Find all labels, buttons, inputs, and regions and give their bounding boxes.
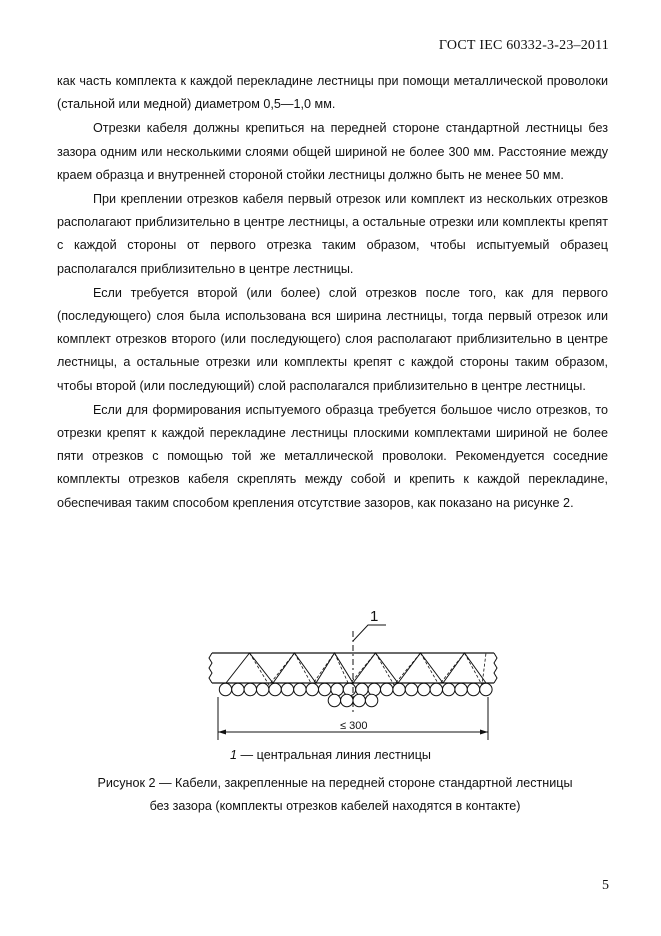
cable-section bbox=[331, 683, 343, 695]
figure-caption bbox=[95, 772, 575, 818]
break-mark-right bbox=[494, 653, 497, 683]
caption-line-2: без зазора (комплекты отрезков кабелей находятся в контакте) bbox=[149, 799, 521, 813]
cable-section bbox=[244, 683, 256, 695]
cable-section bbox=[393, 683, 405, 695]
cable-section bbox=[269, 683, 281, 695]
binding-wire-front bbox=[226, 653, 273, 683]
dimension-label: ≤ 300 bbox=[340, 720, 368, 732]
body-text bbox=[57, 70, 608, 516]
cable-section bbox=[467, 683, 479, 695]
key-number: 1 bbox=[230, 748, 238, 762]
figure-2-cable-diagram bbox=[208, 603, 498, 748]
cable-section bbox=[368, 683, 380, 695]
cable-row bbox=[219, 683, 492, 706]
cable-section-second-layer bbox=[341, 694, 353, 706]
binding-wire-front bbox=[443, 653, 486, 683]
cable-section bbox=[319, 683, 331, 695]
key-text: — центральная линия лестницы bbox=[237, 748, 431, 762]
paragraph: как часть комплекта к каждой перекладине лестницы при помощи металлической проволоки (стальной или медной) диаметром 0,5—1,0 мм. bbox=[57, 74, 608, 112]
cable-section bbox=[480, 683, 492, 695]
cable-section-second-layer bbox=[365, 694, 377, 706]
paragraph: Если требуется второй (или более) слой отрезков после того, как для первого (последующего) слоя была использована вся ширина лестницы, тогда первый отрезок или комплект отрезков второго (или последующего) слоя располагают приблизительно в центре лестницы, а остальные отрезки или комплекты крепят с каждой стороны таким образом, чтобы второй (или последующий) слой располагался приблизительно в центре лестницы. bbox=[57, 285, 608, 393]
binding-wire-front bbox=[316, 653, 353, 683]
break-mark-left bbox=[209, 653, 212, 683]
cable-section bbox=[430, 683, 442, 695]
binding-wire-back bbox=[421, 653, 465, 685]
cable-section-second-layer bbox=[353, 694, 365, 706]
binding-wire-back bbox=[376, 653, 421, 685]
cable-section bbox=[455, 683, 467, 695]
cable-section-second-layer bbox=[328, 694, 340, 706]
cable-section bbox=[343, 683, 355, 695]
callout-leader bbox=[353, 625, 386, 641]
cable-ladder-diagram bbox=[208, 603, 498, 743]
page-header-standard: ГОСТ IEC 60332-3-23–2011 bbox=[438, 38, 609, 53]
cable-section bbox=[356, 683, 368, 695]
binding-wires bbox=[226, 653, 486, 685]
cable-section bbox=[257, 683, 269, 695]
page-number: 5 bbox=[602, 878, 609, 893]
callout-label: 1 bbox=[370, 608, 379, 625]
caption-line-1: Рисунок 2 — Кабели, закрепленные на передней стороне стандартной лестницы bbox=[97, 776, 573, 790]
cable-section bbox=[418, 683, 430, 695]
cable-section bbox=[232, 683, 244, 695]
cable-section bbox=[219, 683, 231, 695]
dimension-arrow-left bbox=[218, 730, 226, 735]
cable-section bbox=[443, 683, 455, 695]
cable-section bbox=[405, 683, 417, 695]
binding-wire-front bbox=[273, 653, 316, 683]
binding-wire-back bbox=[250, 653, 295, 685]
dimension-arrow-right bbox=[480, 730, 488, 735]
paragraph: При креплении отрезков кабеля первый отрезок или комплект из нескольких отрезков располагают приблизительно в центре лестницы, а остальные отрезки или комплекты крепят с каждой стороны от первого отрезка таким образом, чтобы испытуемый образец располагался приблизительно в центре лестницы. bbox=[57, 192, 608, 276]
cable-section bbox=[381, 683, 393, 695]
cable-section bbox=[281, 683, 293, 695]
binding-wire-front bbox=[398, 653, 443, 683]
paragraph: Отрезки кабеля должны крепиться на передней стороне стандартной лестницы без зазора одним или несколькими слоями общей шириной не более 300 мм. Расстояние между краем образца и внутренней стороной стойки лестницы должно быть не менее 50 мм. bbox=[57, 121, 608, 182]
cable-section bbox=[294, 683, 306, 695]
figure-key bbox=[0, 748, 661, 762]
binding-wire-front bbox=[353, 653, 398, 683]
cable-section bbox=[306, 683, 318, 695]
paragraph: Если для формирования испытуемого образца требуется большое число отрезков, то отрезки крепят к каждой перекладине лестницы плоскими комплектами шириной не более пяти отрезков с помощью той же металлической проволоки. Рекомендуется соседние комплекты отрезков кабеля скреплять между собой и крепить к каждой перекладине, обеспечивая таким способом крепления отсутствие зазоров, как показано на рисунке 2. bbox=[57, 402, 608, 510]
